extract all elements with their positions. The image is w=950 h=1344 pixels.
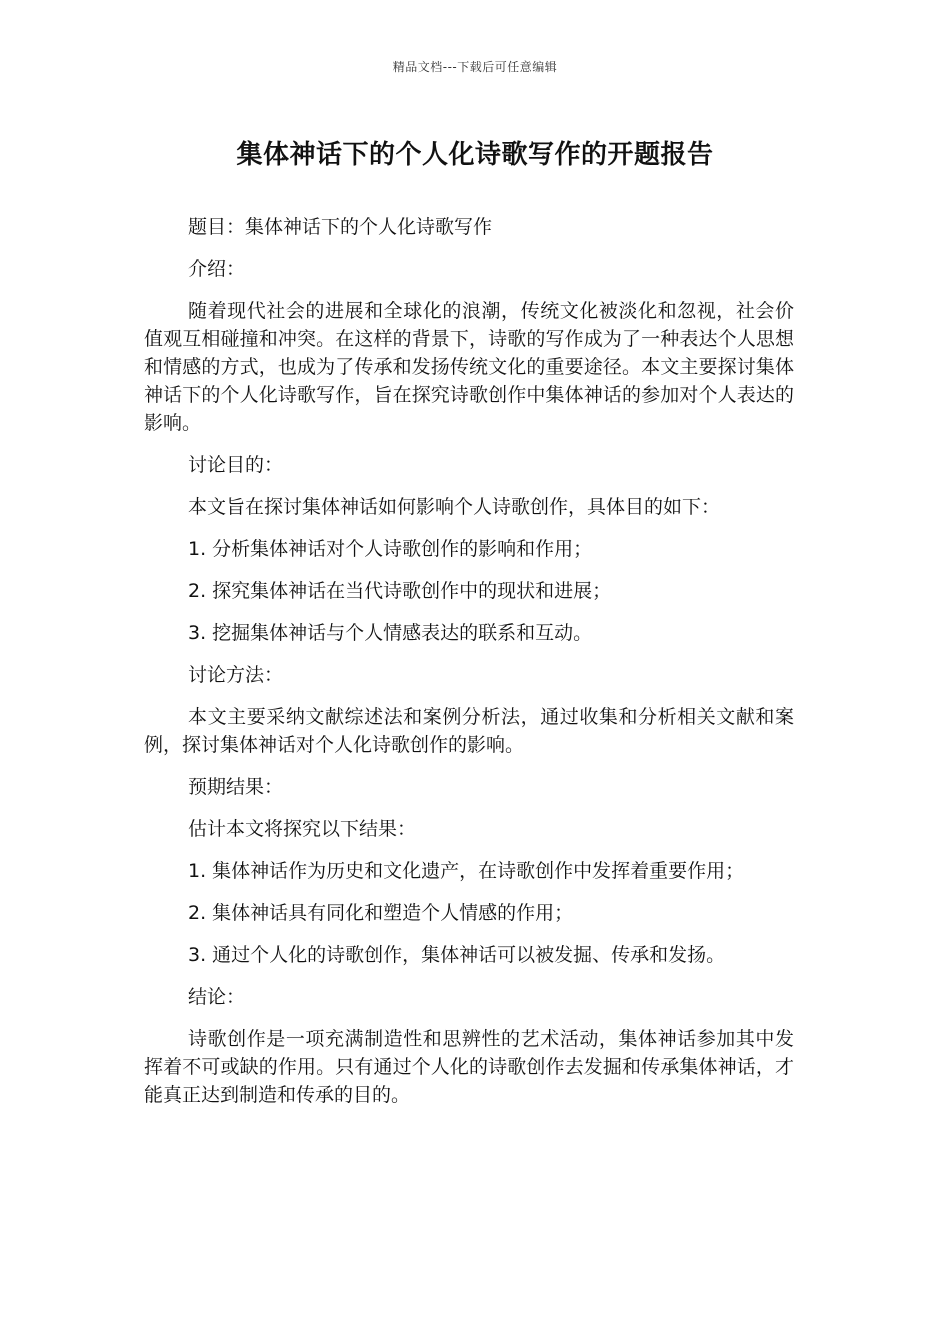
purpose-list-item: 1. 分析集体神话对个人诗歌创作的影响和作用；	[188, 538, 593, 560]
purpose-list-item: 2. 探究集体神话在当代诗歌创作中的现状和进展；	[188, 580, 612, 602]
expected-result-item: 2. 集体神话具有同化和塑造个人情感的作用；	[188, 902, 574, 924]
section-heading-conclusion: 结论：	[188, 986, 246, 1008]
section-heading-method: 讨论方法：	[188, 664, 284, 686]
expected-result-item: 3. 通过个人化的诗歌创作，集体神话可以被发掘、传承和发扬。	[188, 944, 726, 966]
method-paragraph: 本文主要采纳文献综述法和案例分析法，通过收集和分析相关文献和案例，探讨集体神话对个人化诗歌创作的影响。	[144, 706, 794, 756]
purpose-list-item: 3. 挖掘集体神话与个人情感表达的联系和互动。	[188, 622, 593, 644]
purpose-intro-paragraph: 本文旨在探讨集体神话如何影响个人诗歌创作，具体目的如下：	[188, 496, 721, 518]
expected-results-intro: 估计本文将探究以下结果：	[188, 818, 417, 840]
document-body	[144, 213, 794, 1123]
section-heading-introduction: 介绍：	[188, 258, 246, 280]
conclusion-paragraph: 诗歌创作是一项充满制造性和思辨性的艺术活动，集体神话参加其中发挥着不可或缺的作用。只有通过个人化的诗歌创作去发掘和传承集体神话，才能真正达到制造和传承的目的。	[144, 1028, 794, 1106]
expected-result-item: 1. 集体神话作为历史和文化遗产，在诗歌创作中发挥着重要作用；	[188, 860, 745, 882]
section-heading-expected-results: 预期结果：	[188, 776, 284, 798]
section-heading-purpose: 讨论目的：	[188, 454, 284, 476]
page-header-note: 精品文档---下载后可任意编辑	[392, 60, 558, 74]
document-title: 集体神话下的个人化诗歌写作的开题报告	[236, 140, 714, 170]
introduction-paragraph: 随着现代社会的进展和全球化的浪潮，传统文化被淡化和忽视，社会价值观互相碰撞和冲突。在这样的背景下，诗歌的写作成为了一种表达个人思想和情感的方式，也成为了传承和发扬传统文化的重要途径。本文主要探讨集体神话下的个人化诗歌写作，旨在探究诗歌创作中集体神话的参加对个人表达的影响。	[144, 300, 794, 434]
topic-line: 题目：集体神话下的个人化诗歌写作	[188, 216, 493, 238]
